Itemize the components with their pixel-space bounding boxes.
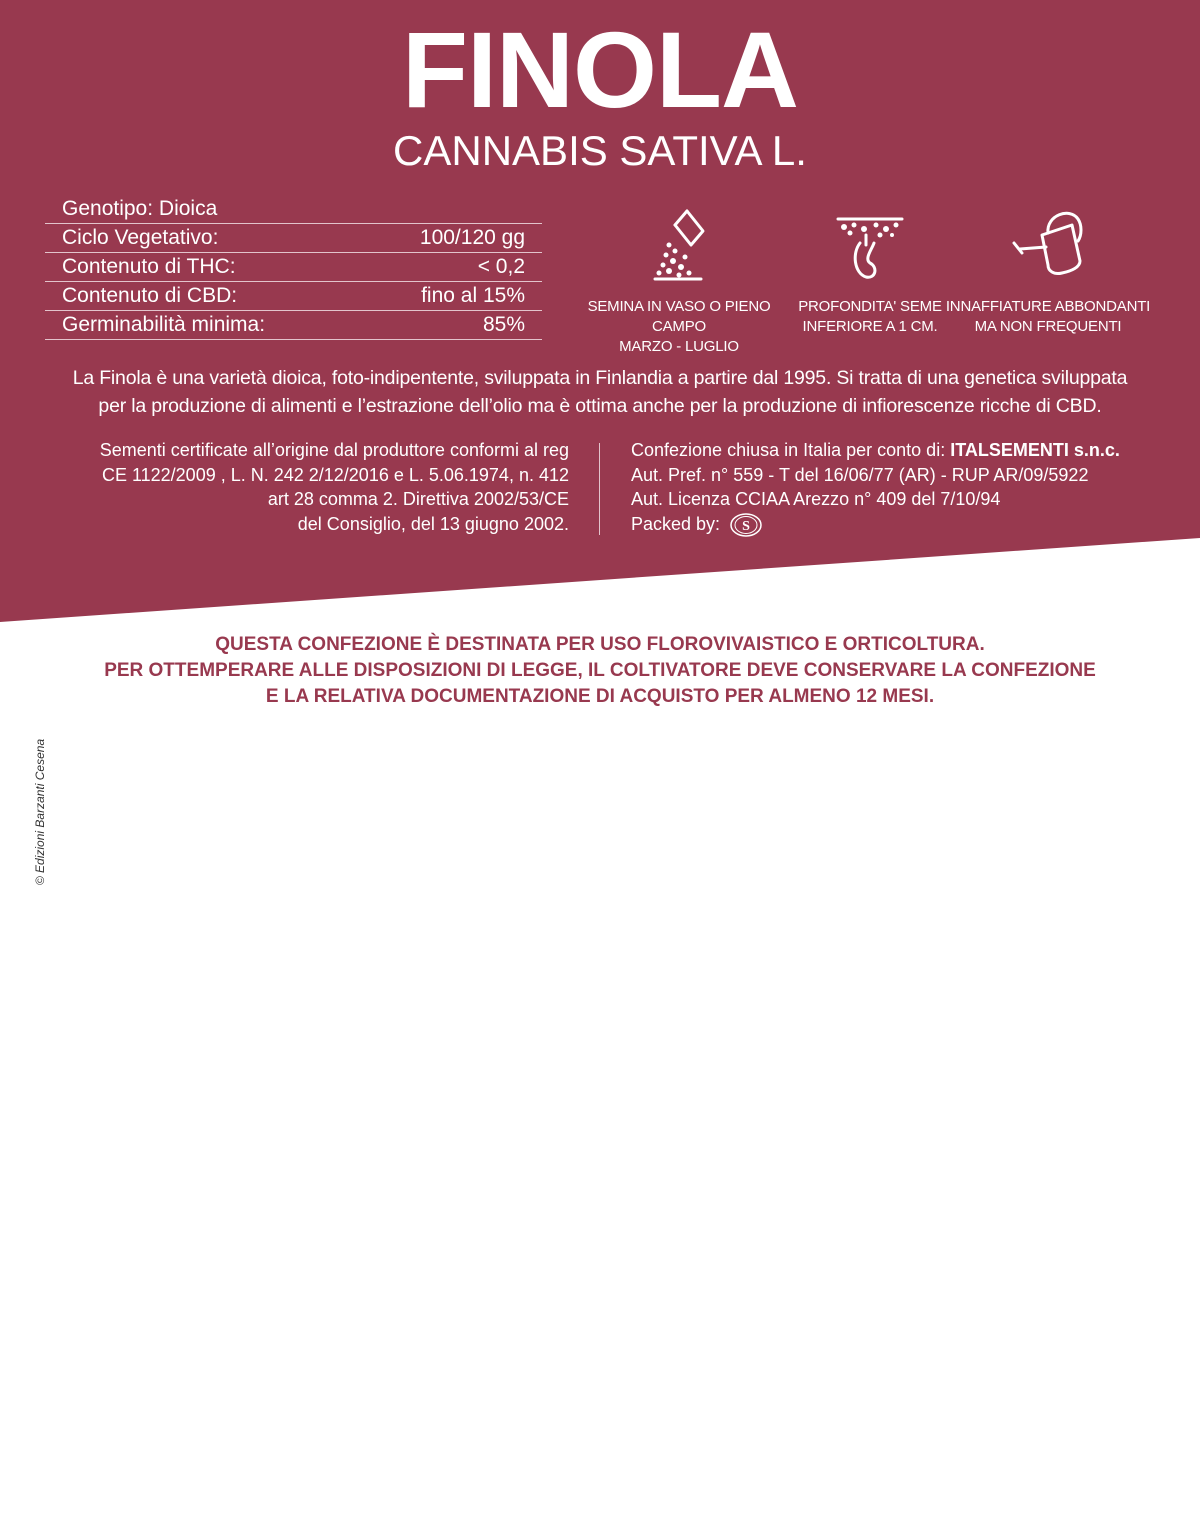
packer-line: Aut. Pref. n° 559 - T del 16/06/77 (AR) - RUP AR/09/5922: [631, 464, 1089, 485]
product-description: [40, 364, 1160, 420]
packed-by-label: Packed by:: [631, 513, 721, 534]
feature-line: MARZO - LUGLIO: [619, 338, 739, 355]
packer-line: [631, 438, 1191, 463]
spec-row-cycle: [45, 224, 542, 253]
spec-row-genotype: [45, 193, 542, 224]
feature-line: SEMINA IN VASO O PIENO CAMPO: [587, 298, 771, 335]
seed-depth-icon: [830, 205, 910, 285]
packer-prefix: Confezione chiusa in Italia per conto di:: [631, 440, 946, 460]
spec-row-germination: [45, 311, 542, 340]
feature-label: [933, 297, 1163, 337]
spec-row-thc: [45, 253, 542, 282]
packer-line: Aut. Licenza CCIAA Arezzo n° 409 del 7/10/94: [631, 489, 1001, 509]
product-title: FINOLA: [402, 9, 798, 130]
feature-line: INNAFFIATURE ABBONDANTI: [945, 298, 1151, 315]
spec-row-cbd: [45, 282, 542, 311]
certification-line: art 28 comma 2. Direttiva 2002/53/CE: [267, 489, 569, 509]
certification-text: [40, 438, 569, 536]
column-divider: [599, 443, 600, 535]
watering-can-icon: [1008, 205, 1088, 285]
spec-value: 100/120 gg: [419, 226, 525, 249]
feature-line: PROFONDITA' SEME: [798, 298, 942, 315]
packer-logo-letter: S: [742, 518, 750, 534]
feature-line: INFERIORE A 1 CM.: [802, 318, 938, 335]
spec-value: < 0,2: [477, 255, 525, 278]
packer-logo-icon: [729, 512, 763, 538]
notice-line: QUESTA CONFEZIONE È DESTINATA PER USO FLOROVIVAISTICO E ORTICOLTURA.: [215, 634, 985, 655]
description-line: per la produzione di alimenti e l’estrazione dell’olio ma è ottima anche per la produzione di infiorescenze ricche di CBD.: [98, 395, 1102, 417]
spec-label: Contenuto di CBD:: [62, 284, 238, 307]
spec-label: Germinabilità minima:: [62, 313, 266, 336]
spec-label: Contenuto di THC:: [62, 255, 236, 278]
spec-value: fino al 15%: [421, 284, 525, 307]
packed-by-line: [631, 512, 1191, 538]
product-subtitle: CANNABIS SATIVA L.: [393, 127, 807, 174]
notice-line: PER OTTEMPERARE ALLE DISPOSIZIONI DI LEGGE, IL COLTIVATORE DEVE CONSERVARE LA CONFEZIONE: [104, 660, 1096, 681]
packer-info: [631, 438, 1191, 538]
legal-notice: [0, 632, 1200, 710]
certification-line: del Consiglio, del 13 giugno 2002.: [297, 513, 569, 534]
feature-watering: [933, 205, 1163, 337]
spec-label: Genotipo: Dioica: [62, 197, 218, 220]
sowing-icon: [639, 205, 719, 285]
certification-line: Sementi certificate all’origine dal produttore conformi al reg: [99, 440, 569, 460]
feature-line: MA NON FREQUENTI: [974, 318, 1122, 335]
copyright-text: © Edizioni Barzanti Cesena: [33, 738, 47, 886]
notice-line: E LA RELATIVA DOCUMENTAZIONE DI ACQUISTO PER ALMENO 12 MESI.: [265, 686, 935, 707]
spec-label: Ciclo Vegetativo:: [62, 226, 219, 249]
spec-value: 85%: [482, 313, 525, 336]
spec-table: [45, 193, 542, 340]
description-line: La Finola è una varietà dioica, foto-indipentente, sviluppata in Finlandia a partire dal 1995. Si tratta di una genetica sviluppata: [72, 367, 1128, 389]
company-name: ITALSEMENTI s.n.c.: [950, 440, 1120, 460]
certification-line: CE 1122/2009 , L. N. 242 2/12/2016 e L. 5.06.1974, n. 412: [101, 464, 569, 485]
